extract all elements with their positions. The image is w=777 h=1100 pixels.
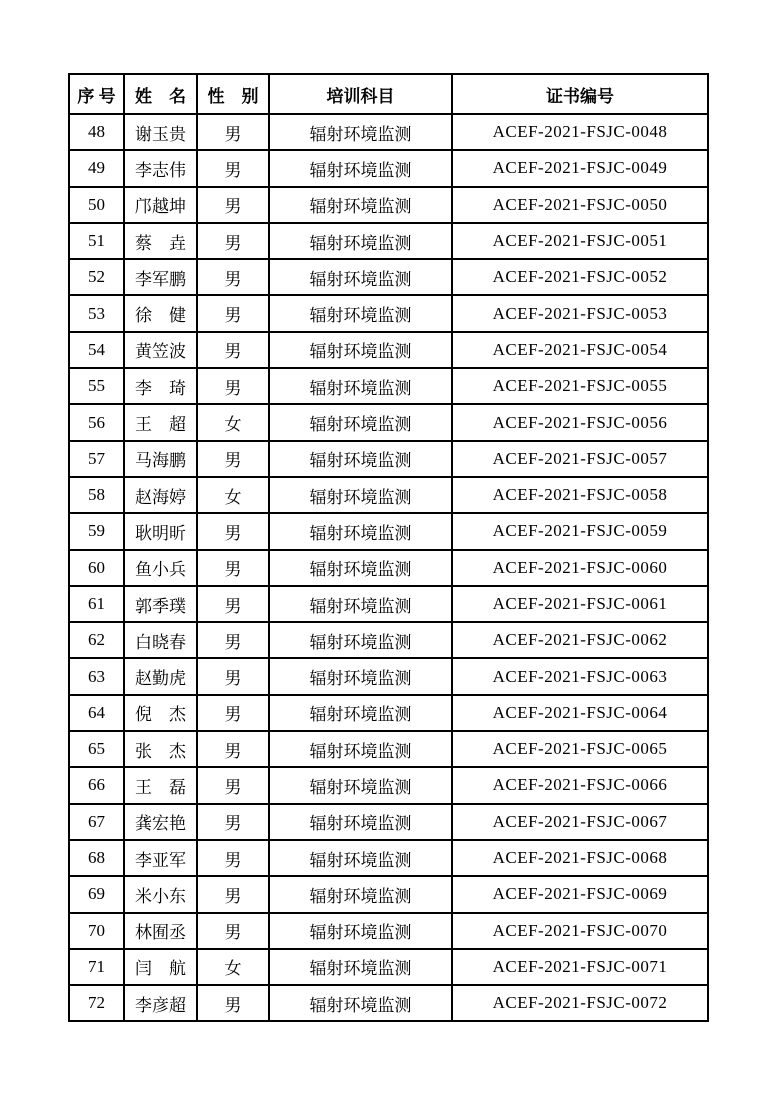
column-header-name: 姓 名 — [124, 74, 197, 114]
cell-name: 李亚军 — [124, 840, 197, 876]
cell-name: 徐 健 — [124, 295, 197, 331]
cell-name: 黄笠波 — [124, 332, 197, 368]
cell-name: 李彦超 — [124, 985, 197, 1021]
column-header-index: 序 号 — [69, 74, 124, 114]
cell-subject: 辐射环境监测 — [269, 586, 452, 622]
cell-subject: 辐射环境监测 — [269, 441, 452, 477]
cell-certificate: ACEF-2021-FSJC-0054 — [452, 332, 708, 368]
table-row — [69, 295, 708, 331]
cell-certificate: ACEF-2021-FSJC-0066 — [452, 767, 708, 803]
cell-index: 59 — [69, 513, 124, 549]
table-row — [69, 913, 708, 949]
cell-gender: 女 — [197, 404, 269, 440]
cell-certificate: ACEF-2021-FSJC-0063 — [452, 658, 708, 694]
cell-index: 57 — [69, 441, 124, 477]
cell-subject: 辐射环境监测 — [269, 404, 452, 440]
table-row — [69, 259, 708, 295]
cell-index: 61 — [69, 586, 124, 622]
cell-index: 53 — [69, 295, 124, 331]
cell-gender: 男 — [197, 658, 269, 694]
cell-name: 米小东 — [124, 876, 197, 912]
cell-index: 62 — [69, 622, 124, 658]
cell-subject: 辐射环境监测 — [269, 695, 452, 731]
cell-index: 66 — [69, 767, 124, 803]
cell-name: 闫 航 — [124, 949, 197, 985]
table-row — [69, 949, 708, 985]
table-row — [69, 187, 708, 223]
cell-gender: 男 — [197, 876, 269, 912]
cell-index: 70 — [69, 913, 124, 949]
cell-name: 赵海婷 — [124, 477, 197, 513]
cell-certificate: ACEF-2021-FSJC-0055 — [452, 368, 708, 404]
table-row — [69, 731, 708, 767]
table-row — [69, 513, 708, 549]
column-header-certificate: 证书编号 — [452, 74, 708, 114]
table-row — [69, 622, 708, 658]
cell-name: 鱼小兵 — [124, 550, 197, 586]
cell-gender: 男 — [197, 150, 269, 186]
table-row — [69, 804, 708, 840]
cell-gender: 男 — [197, 513, 269, 549]
cell-subject: 辐射环境监测 — [269, 913, 452, 949]
table-row — [69, 223, 708, 259]
table-row — [69, 985, 708, 1021]
cell-name: 邝越坤 — [124, 187, 197, 223]
cell-certificate: ACEF-2021-FSJC-0048 — [452, 114, 708, 150]
cell-certificate: ACEF-2021-FSJC-0062 — [452, 622, 708, 658]
cell-certificate: ACEF-2021-FSJC-0061 — [452, 586, 708, 622]
cell-index: 63 — [69, 658, 124, 694]
cell-subject: 辐射环境监测 — [269, 840, 452, 876]
cell-index: 68 — [69, 840, 124, 876]
table-body — [69, 114, 708, 1021]
cell-subject: 辐射环境监测 — [269, 295, 452, 331]
cell-certificate: ACEF-2021-FSJC-0071 — [452, 949, 708, 985]
cell-name: 王 磊 — [124, 767, 197, 803]
cell-certificate: ACEF-2021-FSJC-0065 — [452, 731, 708, 767]
cell-name: 张 杰 — [124, 731, 197, 767]
cell-gender: 男 — [197, 441, 269, 477]
cell-subject: 辐射环境监测 — [269, 949, 452, 985]
cell-certificate: ACEF-2021-FSJC-0068 — [452, 840, 708, 876]
table-row — [69, 114, 708, 150]
cell-subject: 辐射环境监测 — [269, 114, 452, 150]
table-header-row — [69, 74, 708, 114]
cell-index: 51 — [69, 223, 124, 259]
cell-name: 赵勤虎 — [124, 658, 197, 694]
column-header-subject: 培训科目 — [269, 74, 452, 114]
table-row — [69, 767, 708, 803]
cell-name: 李志伟 — [124, 150, 197, 186]
table-row — [69, 332, 708, 368]
cell-index: 72 — [69, 985, 124, 1021]
cell-gender: 男 — [197, 695, 269, 731]
cell-index: 67 — [69, 804, 124, 840]
cell-subject: 辐射环境监测 — [269, 985, 452, 1021]
cell-subject: 辐射环境监测 — [269, 767, 452, 803]
cell-name: 李军鹏 — [124, 259, 197, 295]
cell-certificate: ACEF-2021-FSJC-0064 — [452, 695, 708, 731]
cell-index: 55 — [69, 368, 124, 404]
cell-subject: 辐射环境监测 — [269, 477, 452, 513]
cell-index: 50 — [69, 187, 124, 223]
cell-subject: 辐射环境监测 — [269, 332, 452, 368]
cell-certificate: ACEF-2021-FSJC-0060 — [452, 550, 708, 586]
table-row — [69, 550, 708, 586]
cell-certificate: ACEF-2021-FSJC-0051 — [452, 223, 708, 259]
cell-name: 谢玉贵 — [124, 114, 197, 150]
cell-subject: 辐射环境监测 — [269, 187, 452, 223]
cell-gender: 男 — [197, 550, 269, 586]
cell-name: 郭季璞 — [124, 586, 197, 622]
cell-gender: 男 — [197, 187, 269, 223]
cell-gender: 男 — [197, 259, 269, 295]
cell-gender: 男 — [197, 586, 269, 622]
cell-certificate: ACEF-2021-FSJC-0050 — [452, 187, 708, 223]
table-row — [69, 840, 708, 876]
certificate-roster-table — [68, 73, 709, 1022]
cell-name: 倪 杰 — [124, 695, 197, 731]
cell-subject: 辐射环境监测 — [269, 150, 452, 186]
cell-index: 48 — [69, 114, 124, 150]
cell-subject: 辐射环境监测 — [269, 876, 452, 912]
cell-certificate: ACEF-2021-FSJC-0057 — [452, 441, 708, 477]
cell-gender: 男 — [197, 114, 269, 150]
cell-certificate: ACEF-2021-FSJC-0056 — [452, 404, 708, 440]
cell-certificate: ACEF-2021-FSJC-0067 — [452, 804, 708, 840]
cell-gender: 男 — [197, 767, 269, 803]
cell-index: 65 — [69, 731, 124, 767]
cell-certificate: ACEF-2021-FSJC-0070 — [452, 913, 708, 949]
cell-subject: 辐射环境监测 — [269, 658, 452, 694]
cell-index: 71 — [69, 949, 124, 985]
cell-gender: 男 — [197, 804, 269, 840]
table-row — [69, 441, 708, 477]
cell-subject: 辐射环境监测 — [269, 550, 452, 586]
cell-name: 李 琦 — [124, 368, 197, 404]
cell-certificate: ACEF-2021-FSJC-0052 — [452, 259, 708, 295]
cell-gender: 男 — [197, 840, 269, 876]
cell-certificate: ACEF-2021-FSJC-0069 — [452, 876, 708, 912]
table-row — [69, 477, 708, 513]
table-row — [69, 586, 708, 622]
cell-certificate: ACEF-2021-FSJC-0072 — [452, 985, 708, 1021]
table-row — [69, 695, 708, 731]
table-row — [69, 876, 708, 912]
cell-subject: 辐射环境监测 — [269, 731, 452, 767]
cell-index: 64 — [69, 695, 124, 731]
cell-certificate: ACEF-2021-FSJC-0053 — [452, 295, 708, 331]
cell-gender: 男 — [197, 223, 269, 259]
table-row — [69, 658, 708, 694]
cell-subject: 辐射环境监测 — [269, 223, 452, 259]
cell-name: 蔡 垚 — [124, 223, 197, 259]
cell-gender: 男 — [197, 332, 269, 368]
cell-gender: 男 — [197, 622, 269, 658]
cell-index: 60 — [69, 550, 124, 586]
cell-index: 49 — [69, 150, 124, 186]
cell-index: 56 — [69, 404, 124, 440]
table-row — [69, 150, 708, 186]
cell-certificate: ACEF-2021-FSJC-0049 — [452, 150, 708, 186]
cell-subject: 辐射环境监测 — [269, 368, 452, 404]
cell-name: 龚宏艳 — [124, 804, 197, 840]
cell-gender: 女 — [197, 949, 269, 985]
cell-gender: 男 — [197, 985, 269, 1021]
cell-name: 林囿丞 — [124, 913, 197, 949]
cell-certificate: ACEF-2021-FSJC-0059 — [452, 513, 708, 549]
cell-gender: 男 — [197, 368, 269, 404]
cell-gender: 男 — [197, 731, 269, 767]
cell-index: 58 — [69, 477, 124, 513]
cell-certificate: ACEF-2021-FSJC-0058 — [452, 477, 708, 513]
cell-name: 马海鹏 — [124, 441, 197, 477]
cell-subject: 辐射环境监测 — [269, 804, 452, 840]
cell-name: 耿明昕 — [124, 513, 197, 549]
table-row — [69, 368, 708, 404]
cell-index: 52 — [69, 259, 124, 295]
column-header-gender: 性 别 — [197, 74, 269, 114]
cell-index: 54 — [69, 332, 124, 368]
cell-subject: 辐射环境监测 — [269, 513, 452, 549]
cell-gender: 女 — [197, 477, 269, 513]
cell-gender: 男 — [197, 913, 269, 949]
cell-subject: 辐射环境监测 — [269, 622, 452, 658]
cell-name: 白晓春 — [124, 622, 197, 658]
cell-name: 王 超 — [124, 404, 197, 440]
cell-gender: 男 — [197, 295, 269, 331]
cell-subject: 辐射环境监测 — [269, 259, 452, 295]
cell-index: 69 — [69, 876, 124, 912]
table-header — [69, 74, 708, 114]
table-row — [69, 404, 708, 440]
